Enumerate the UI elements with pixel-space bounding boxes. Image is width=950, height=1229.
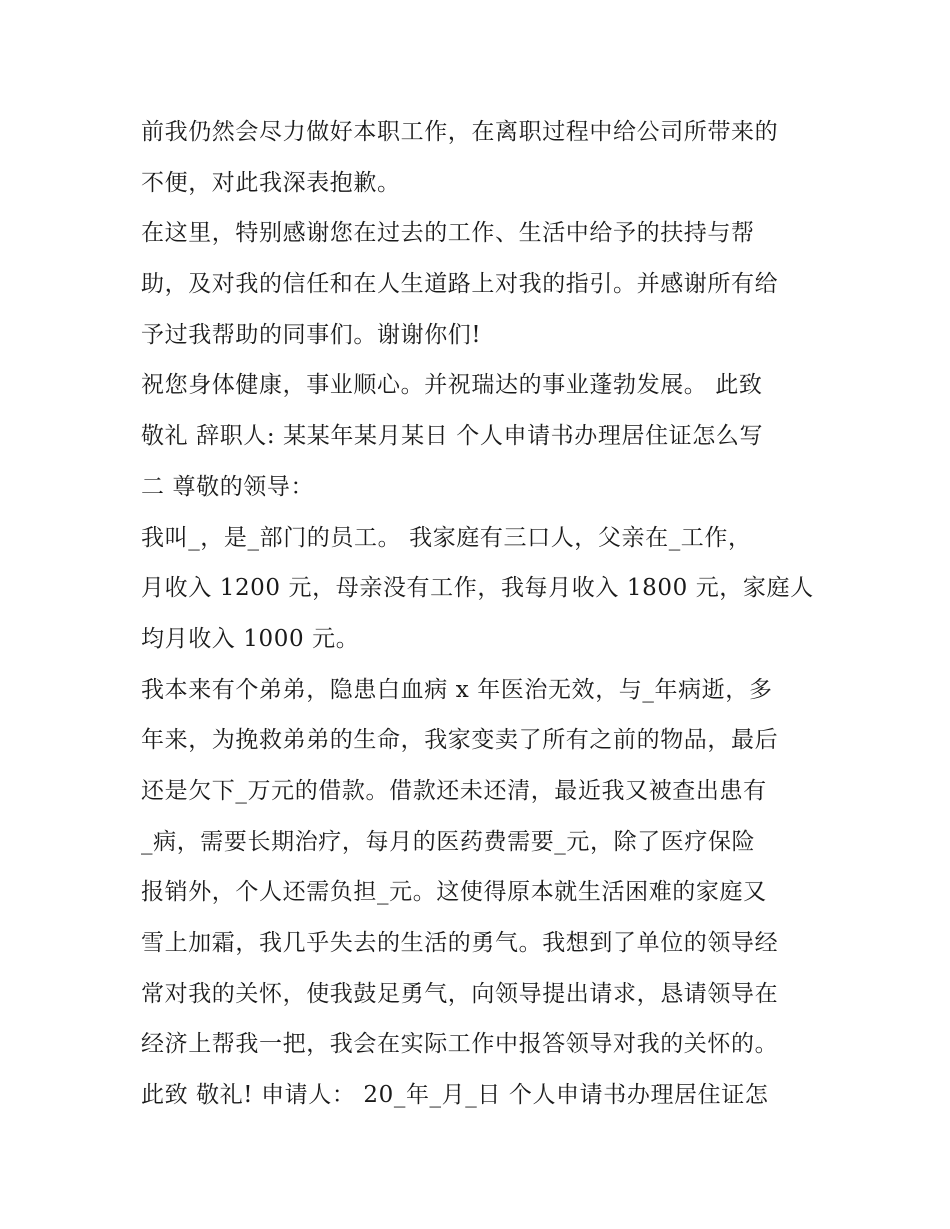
text-line: 祝您身体健康，事业顺心。并祝瑞达的事业蓬勃发展。 此致 — [141, 372, 763, 399]
text-line: 我本来有个弟弟，隐患白血病 x 年医治无效，与_年病逝，多 — [141, 676, 773, 703]
text-line: 前我仍然会尽力做好本职工作，在离职过程中给公司所带来的 — [141, 119, 779, 145]
document-body — [141, 107, 821, 1121]
text-line: 还是欠下_万元的借款。借款还未还清，最近我又被查出患有 — [141, 777, 767, 804]
text-line: 我叫_，是_部门的员工。 我家庭有三口人，父亲在_工作， — [141, 524, 752, 551]
text-line: 予过我帮助的同事们。谢谢你们! — [141, 321, 482, 348]
text-line: 经济上帮我一把，我会在实际工作中报答领导对我的关怀的。 — [141, 1031, 779, 1058]
text-line: _病，需要长期治疗，每月的医药费需要_元，除了医疗保险 — [141, 828, 756, 855]
text-line: 均月收入 1000 元。 — [141, 625, 360, 652]
text-line: 此致 敬礼! 申请人： 20_年_月_日 个人申请书办理居住证怎 — [141, 1082, 769, 1109]
text-line: 助，及对我的信任和在人生道路上对我的指引。并感谢所有给 — [141, 271, 779, 298]
text-line: 月收入 1200 元，母亲没有工作，我每月收入 1800 元，家庭人 — [141, 575, 814, 602]
text-line: 敬礼 辞职人: 某某年某月某日 个人申请书办理居住证怎么写 — [141, 423, 764, 450]
text-line: 在这里，特别感谢您在过去的工作、生活中给予的扶持与帮 — [141, 220, 755, 247]
text-line: 二 尊敬的领导： — [141, 473, 315, 500]
text-line: 常对我的关怀，使我鼓足勇气，向领导提出请求，恳请领导在 — [141, 980, 779, 1007]
text-line: 不便，对此我深表抱歉。 — [141, 169, 401, 196]
text-line: 报销外，个人还需负担_元。这使得原本就生活困难的家庭又 — [141, 879, 767, 906]
text-line: 雪上加霜，我几乎失去的生活的勇气。我想到了单位的领导经 — [141, 930, 779, 956]
text-line: 年来，为挽救弟弟的生命，我家变卖了所有之前的物品，最后 — [141, 727, 779, 754]
